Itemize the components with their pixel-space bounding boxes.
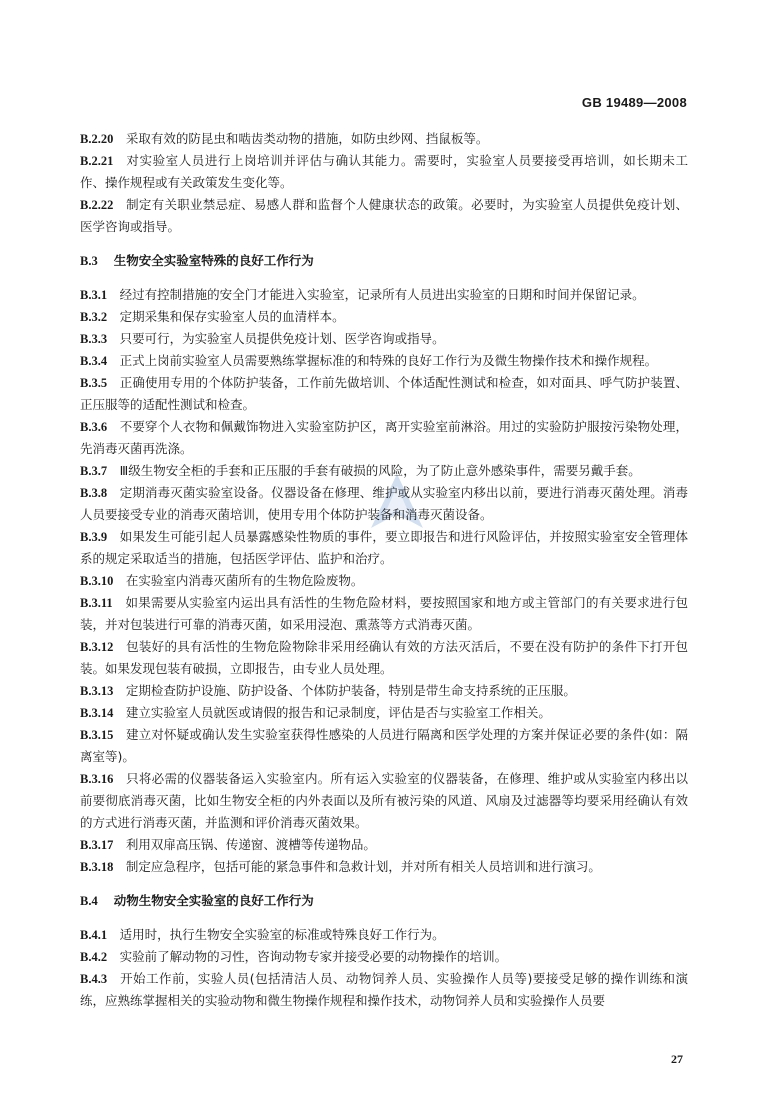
clause-text: 实验前了解动物的习性，咨询动物专家并接受必要的动物操作的培训。 — [119, 949, 508, 964]
clause-number: B.3.3 — [80, 332, 108, 346]
clause-number: B.4.1 — [80, 928, 108, 942]
clause-number: B.3.4 — [80, 354, 108, 368]
clause-paragraph — [80, 592, 688, 636]
section-title: 生物安全实验室特殊的良好工作行为 — [113, 253, 314, 268]
clause-number: B.3.14 — [80, 706, 114, 720]
clause-text: 制定有关职业禁忌症、易感人群和监督个人健康状态的政策。必要时，为实验室人员提供免疫计划、医学咨询或指导。 — [80, 197, 688, 234]
clause-number: B.3.10 — [80, 574, 114, 588]
clause-paragraph — [80, 328, 688, 350]
clause-number: B.3.17 — [80, 838, 114, 852]
clause-number: B.3.15 — [80, 728, 114, 742]
clause-text: 只要可行，为实验室人员提供免疫计划、医学咨询或指导。 — [119, 331, 445, 346]
clause-paragraph — [80, 416, 688, 460]
clause-number: B.4.3 — [80, 972, 108, 986]
clause-paragraph — [80, 724, 688, 768]
clause-text: 不要穿个人衣物和佩戴饰物进入实验室防护区，离开实验室前淋浴。用过的实验防护服按污染物处理，先消毒灭菌再洗涤。 — [80, 419, 688, 456]
clause-text: 采取有效的防昆虫和啮齿类动物的措施，如防虫纱网、挡鼠板等。 — [125, 131, 489, 146]
clause-number: B.3.12 — [80, 640, 114, 654]
clause-paragraph — [80, 968, 688, 1012]
clause-paragraph — [80, 834, 688, 856]
clause-text: 如果需要从实验室内运出具有活性的生物危险材料，要按照国家和地方或主管部门的有关要求进行包装，并对包装进行可靠的消毒灭菌，如采用浸泡、熏蒸等方式消毒灭菌。 — [80, 595, 688, 632]
clause-text: 利用双扉高压锅、传递窗、渡槽等传递物品。 — [125, 837, 376, 852]
clause-number: B.4 — [80, 894, 98, 908]
clause-text: 定期消毒灭菌实验室设备。仪器设备在修理、维护或从实验室内移出以前，要进行消毒灭菌处理。消毒人员要接受专业的消毒灭菌培训，使用专用个体防护装备和消毒灭菌设备。 — [80, 485, 688, 522]
section-heading — [80, 250, 688, 272]
clause-paragraph — [80, 284, 688, 306]
clause-paragraph — [80, 526, 688, 570]
clause-number: B.3.18 — [80, 860, 114, 874]
clause-text: 对实验室人员进行上岗培训并评估与确认其能力。需要时，实验室人员要接受再培训，如长期未工作、操作规程或有关政策发生变化等。 — [80, 153, 688, 190]
clause-paragraph — [80, 460, 688, 482]
clause-text: 定期检查防护设施、防护设备、个体防护装备，特别是带生命支持系统的正压服。 — [125, 683, 576, 698]
clause-number: B.3.1 — [80, 288, 108, 302]
clause-number: B.3 — [80, 254, 98, 268]
clause-paragraph — [80, 636, 688, 680]
clause-number: B.3.9 — [80, 530, 108, 544]
clause-text: 如果发生可能引起人员暴露感染性物质的事件，要立即报告和进行风险评估，并按照实验室安全管理体系的规定采取适当的措施，包括医学评估、监护和治疗。 — [80, 529, 688, 566]
clause-number: B.4.2 — [80, 950, 108, 964]
clause-text: 经过有控制措施的安全门才能进入实验室，记录所有人员进出实验室的日期和时间并保留记录。 — [119, 287, 645, 302]
clause-paragraph — [80, 350, 688, 372]
clause-text: 建立实验室人员就医或请假的报告和记录制度，评估是否与实验室工作相关。 — [125, 705, 551, 720]
clause-paragraph — [80, 570, 688, 592]
clause-paragraph — [80, 924, 688, 946]
clause-paragraph — [80, 372, 688, 416]
clause-text: 制定应急程序，包括可能的紧急事件和急救计划，并对所有相关人员培训和进行演习。 — [125, 859, 601, 874]
clause-text: 正式上岗前实验室人员需要熟练掌握标准的和特殊的良好工作行为及微生物操作技术和操作规程。 — [119, 353, 658, 368]
document-body — [80, 128, 688, 1012]
section-heading — [80, 890, 688, 912]
clause-text: 在实验室内消毒灭菌所有的生物危险废物。 — [125, 573, 364, 588]
page-number: 27 — [671, 1052, 683, 1066]
clause-number: B.3.8 — [80, 486, 108, 500]
clause-paragraph — [80, 946, 688, 968]
clause-text: 包装好的具有活性的生物危险物除非采用经确认有效的方法灭活后，不要在没有防护的条件下打开包装。如果发现包装有破损，立即报告，由专业人员处理。 — [80, 639, 688, 676]
clause-text: 开始工作前，实验人员(包括清洁人员、动物饲养人员、实验操作人员等)要接受足够的操作训练和演练，应熟练掌握相关的实验动物和微生物操作规程和操作技术，动物饲养人员和实验操作人员要 — [80, 971, 688, 1008]
clause-paragraph — [80, 150, 688, 194]
clause-paragraph — [80, 680, 688, 702]
clause-number: B.3.5 — [80, 376, 108, 390]
clause-number: B.2.21 — [80, 154, 114, 168]
clause-paragraph — [80, 768, 688, 834]
clause-number: B.2.22 — [80, 198, 114, 212]
clause-number: B.3.7 — [80, 464, 108, 478]
clause-text: 适用时，执行生物安全实验室的标准或特殊良好工作行为。 — [119, 927, 445, 942]
clause-number: B.3.13 — [80, 684, 114, 698]
clause-paragraph — [80, 482, 688, 526]
clause-text: 定期采集和保存实验室人员的血清样本。 — [119, 309, 345, 324]
clause-paragraph — [80, 306, 688, 328]
clause-paragraph — [80, 194, 688, 238]
clause-paragraph — [80, 702, 688, 724]
clause-text: Ⅲ级生物安全柜的手套和正压服的手套有破损的风险，为了防止意外感染事件，需要另戴手套。 — [119, 463, 641, 478]
clause-number: B.3.6 — [80, 420, 108, 434]
section-title: 动物生物安全实验室的良好工作行为 — [113, 893, 314, 908]
clause-number: B.3.11 — [80, 596, 113, 610]
clause-text: 只将必需的仪器装备运入实验室内。所有运入实验室的仪器装备，在修理、维护或从实验室内移出以前要彻底消毒灭菌，比如生物安全柜的内外表面以及所有被污染的风道、风扇及过滤器等均要采用经确认有效的方式进行消毒灭菌，并监测和评价消毒灭菌效果。 — [80, 771, 688, 830]
clause-paragraph — [80, 128, 688, 150]
clause-number: B.3.2 — [80, 310, 108, 324]
clause-number: B.3.16 — [80, 772, 114, 786]
clause-paragraph — [80, 856, 688, 878]
clause-text: 正确使用专用的个体防护装备，工作前先做培训、个体适配性测试和检查，如对面具、呼气防护装置、正压服等的适配性测试和检查。 — [80, 375, 688, 412]
clause-number: B.2.20 — [80, 132, 114, 146]
clause-text: 建立对怀疑或确认发生实验室获得性感染的人员进行隔离和医学处理的方案并保证必要的条件(如：隔离室等)。 — [80, 727, 688, 764]
standard-number: GB 19489—2008 — [581, 95, 687, 110]
